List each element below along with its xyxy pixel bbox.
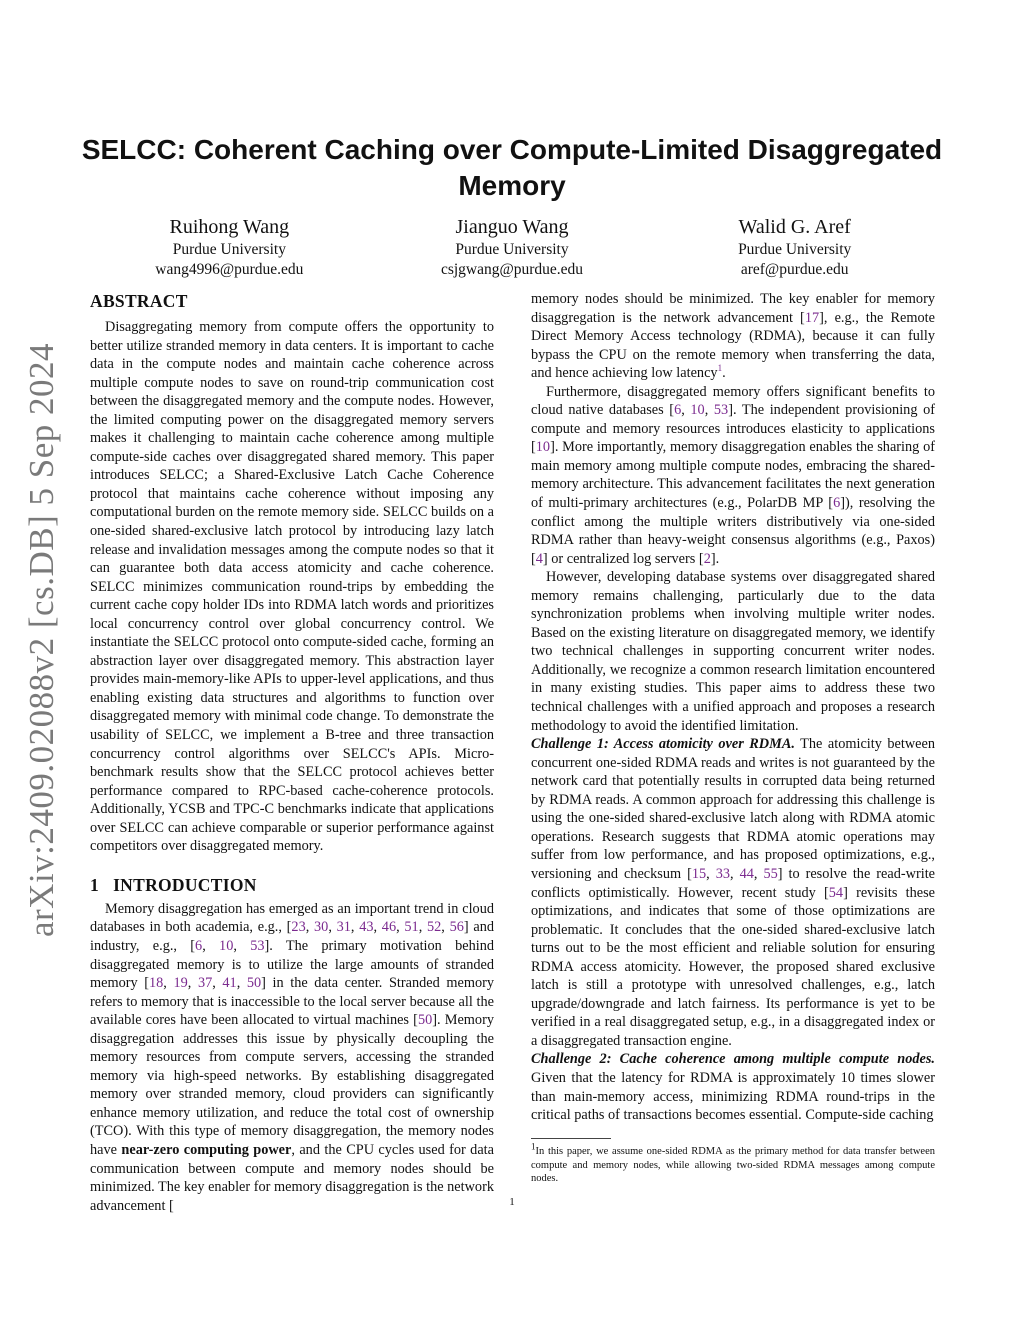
text-run: , and the CPU cycles used for data communication between compute and memory nodes should be minimized. The key enabler for memory disaggregation is the network advancement [ [90, 1141, 494, 1214]
citation[interactable]: 50 [417, 1012, 433, 1029]
intro-heading [90, 874, 494, 896]
text-run: ]. More importantly, memory disaggregation enables the sharing of main memory among multiple compute nodes, embracing the shared-memory architecture. This advancement facilitates the next generation of multi-primary architectures (e.g., PolarDB MP [ [531, 439, 935, 512]
intro-paragraph-2: Furthermore, disaggregated memory offers significant benefits to cloud native databases [6, 10, 53]. The independent provisioning of compute and memory resources introduces elasticity to applications [10]. More importantly, memory disaggregation enables the sharing of main memory among multiple compute nodes, embracing the shared-memory architecture. This advancement facilitates the next generation of multi-primary architectures (e.g., PolarDB MP [6]), resolving the conflict among the multiple writers distributively via one-sided RDMA rather than heavy-weight consensus algorithms (e.g., Paxos) [4] or centralized log servers [2]. [531, 383, 935, 567]
citation[interactable]: 53 [250, 937, 265, 954]
text-run: ] to resolve the read-write conflicts optimistically. However, recent study [ [531, 865, 936, 901]
citation[interactable]: 55 [763, 865, 778, 882]
text-run: memory nodes should be minimized. The key enabler for memory disaggregation is the network advancement [ [531, 291, 935, 326]
intro-paragraph-1 [90, 900, 494, 1215]
text-run: ]. [710, 550, 720, 567]
citation[interactable]: 53 [713, 402, 729, 419]
text-run: ] or centralized log servers [ [542, 550, 704, 567]
footnote-area [531, 1138, 935, 1186]
citation-group-2: 6, 10, 53 [195, 937, 265, 954]
challenge-2-label: Challenge 2: Cache coherence among multiple compute nodes. [531, 1051, 935, 1068]
citation[interactable]: 4 [535, 550, 543, 567]
citation[interactable]: 56 [449, 919, 464, 936]
author-email: csjgwang@purdue.edu [440, 261, 584, 278]
page-number: 1 [509, 1196, 515, 1208]
citation[interactable]: 50 [246, 975, 262, 992]
citation[interactable]: 6 [833, 495, 841, 512]
citation[interactable]: 31 [336, 919, 351, 936]
footnote-rule [531, 1138, 611, 1139]
author-email: wang4996@purdue.edu [155, 261, 304, 278]
citation[interactable]: 23 [291, 919, 306, 936]
footnote-number: 1 [531, 1141, 536, 1152]
footnote-text [531, 1141, 935, 1186]
author-1 [88, 214, 371, 280]
citation[interactable]: 46 [381, 919, 397, 936]
citation[interactable]: 17 [804, 309, 820, 326]
citation[interactable]: 6 [195, 937, 203, 954]
challenge-2-paragraph [531, 1050, 935, 1124]
challenge-1-label: Challenge 1: Access atomicity over RDMA. [531, 736, 795, 753]
paper-title: SELCC: Coherent Caching over Compute-Limited Disaggregated Memory [81, 134, 943, 201]
author-affiliation: Purdue University [738, 241, 852, 258]
author-affiliation: Purdue University [455, 241, 569, 258]
author-block [88, 214, 936, 280]
citation[interactable]: 30 [314, 919, 329, 936]
abstract-heading: ABSTRACT [90, 291, 188, 311]
citation[interactable]: 54 [828, 884, 844, 901]
text-run: Memory disaggregation has emerged as an important trend in cloud databases in both academia, e.g., [ [90, 900, 494, 936]
citation[interactable]: 43 [359, 919, 374, 936]
text-run: ], e.g., the Remote Direct Memory Access technology (RDMA), because it can fully bypass the CPU on the remote memory when transferring the data, and hence achieving low latency [531, 309, 935, 382]
text-run: ] revisits these optimizations, and indicates that some of those optimizations are problematic. It concludes that the one-sided shared-exclusive latch turns out to be the most efficient and reliable solution for ensuring RDMA access atomicity. However, the proposed shared exclusive latch is still a prototype with unresolved challenges, e.g., latch upgrade/downgrade and latch fairness. Its performance is yet to be verified in a real disaggregated setup, e.g., in a disaggregated index or a disaggregated transaction engine. [531, 884, 935, 1049]
citation[interactable]: 2 [703, 550, 711, 567]
citation[interactable]: 10 [535, 439, 551, 456]
right-column [531, 290, 935, 1125]
author-affiliation: Purdue University [172, 241, 286, 258]
text-run: ]. Memory disaggregation addresses this issue by physically decoupling the memory resources from compute servers, accessing the stranded memory via high-speed networks. By establishing disaggregated memory over stranded memory, cloud providers can significantly enhance memory utilization, and reduce the total cost of ownership (TCO). With this type of memory disaggregation, the memory nodes have [90, 1012, 494, 1158]
citation[interactable]: 44 [739, 865, 754, 882]
challenge-1-paragraph: Challenge 1: Access atomicity over RDMA. The atomicity between concurrent one-sided RDMA reads and writes is not guaranteed by the network card that potentially results in corrupted data being returned by RDMA reads. A common approach for addressing this challenge is using the one-sided shared-exclusive latch along with RDMA atomic operations. Research suggests that RDMA atomic operations may suffer from low performance, and has proposed optimizations, e.g., versioning and checksum [15, 33, 44, 55] to resolve the read-write conflicts optimistically. However, recent study [54] revisits these optimizations, and indicates that some of those optimizations are problematic. It concludes that the one-sided shared-exclusive latch turns out to be the most efficient and reliable solution for ensuring RDMA access atomicity. However, the proposed shared exclusive latch is still a prototype with unresolved challenges, e.g., latch upgrade/downgrade and latch fairness. Its performance is yet to be verified in a real disaggregated setup, e.g., in a disaggregated index or a disaggregated transaction engine. [531, 736, 936, 1049]
intro-paragraph-1-continued [531, 290, 935, 383]
text-run: The atomicity between concurrent one-sided RDMA reads and writes is not guaranteed by the network card that potentially results in corrupted data being returned by RDMA reads. A common approach for addressing this challenge is using the one-sided shared-exclusive latch along with RDMA atomic operations. Research suggests that RDMA atomic operations may suffer from low performance, and has proposed optimizations, e.g., versioning and checksum [ [531, 736, 935, 882]
bold-phrase: near-zero computing power [121, 1141, 292, 1158]
left-column [90, 290, 494, 1215]
citation[interactable]: 10 [690, 402, 705, 419]
text-run: ]. The primary motivation behind disaggregated memory is to utilize the large amounts of stranded memory [ [90, 937, 495, 992]
author-email: aref@purdue.edu [740, 261, 849, 278]
text-run: ]. The independent provisioning of compute and memory resources introduces elasticity to applications [ [531, 402, 935, 456]
section-number: 1 [90, 874, 100, 895]
citation[interactable]: 37 [197, 975, 213, 992]
citation-group-3: 18, 19, 37, 41, 50 [149, 975, 262, 992]
citation[interactable]: 10 [219, 937, 234, 954]
author-name: Jianguo Wang [455, 216, 569, 238]
author-3 [653, 214, 936, 280]
author-2 [371, 214, 654, 280]
intro-paragraph-3: However, developing database systems over disaggregated shared memory remains challenging, particularly due to the data synchronization problems when involving multiple writer nodes. Based on the existing literature on disaggregated memory, we identify two technical challenges in supporting concurrent writer nodes. Additionally, we recognize a common research limitation encountered in many existing studies. This paper aims to address these two technical challenges with a unified approach and proposes a research methodology to avoid the identified limitation. [531, 569, 935, 734]
text-run: . [722, 365, 726, 382]
citation[interactable]: 41 [222, 975, 237, 992]
citation[interactable]: 15 [691, 865, 707, 882]
citation[interactable]: 6 [674, 402, 682, 419]
citation-group-1: 23, 30, 31, 43, 46, 51, 52, 56 [291, 919, 464, 936]
footnote-body: In this paper, we assume one-sided RDMA as the primary method for data transfer between compute and memory nodes, while allowing two-sided RDMA messages among compute nodes. [531, 1146, 935, 1184]
text-run: ] in the data center. Stranded memory refers to memory that is inaccessible to the local server because all the available cores have been allocated to virtual machines [ [90, 975, 495, 1029]
citation[interactable]: 19 [173, 975, 188, 992]
arxiv-stamp-text: arXiv:2409.02088v2 [cs.DB] 5 Sep 2024 [22, 342, 61, 938]
author-name: Ruihong Wang [169, 216, 290, 238]
citation[interactable]: 33 [715, 865, 731, 882]
citation[interactable]: 18 [149, 975, 164, 992]
citation[interactable]: 51 [404, 919, 419, 936]
section-title: INTRODUCTION [113, 874, 257, 895]
citation[interactable]: 52 [426, 919, 442, 936]
text-run: Given that the latency for RDMA is approximately 10 times slower than main-memory access, minimizing RDMA round-trips in the critical paths of transactions becomes essential. Compute-side caching [531, 1069, 935, 1124]
abstract-text: Disaggregating memory from compute offers the opportunity to better utilize stranded memory in data centers. It is important to cache data in the compute nodes and maintain cache coherence across multiple compute nodes to save on round-trip communication cost between the disaggregated memory and the compute nodes. However, the limited computing power on the disaggregated memory servers makes it challenging to maintain cache coherence among multiple compute-side caches over disaggregated shared memory. This paper introduces SELCC; a Shared-Exclusive Latch Cache Coherence protocol that maintains cache coherence without imposing any computational burden on the remote memory side. SELCC builds on a one-sided shared-exclusive latch protocol by introducing lazy latch release and invalidation messages among the compute nodes so that it can guarantee both data access atomicity and cache coherence. SELCC minimizes communication round-trips by embedding the current cache copy holder IDs into RDMA latch words and prioritizes local concurrency control over global concurrency control. We instantiate the SELCC protocol onto compute-sided cache, forming an abstraction layer over disaggregated memory. This abstraction layer provides main-memory-like APIs to upper-level applications, and thus enabling existing data structures and algorithms to function over disaggregated memory with minimal code change. To demonstrate the usability of SELCC, we implement a B-tree and three transaction concurrency control algorithms over SELCC's APIs. Micro-benchmark results show that the SELCC protocol achieves better performance compared to RPC-based cache-coherence protocols. Additionally, YCSB and TPC-C benchmarks indicate that applications over SELCC can achieve comparable or superior performance against competitors over disaggregated memory. [90, 319, 494, 855]
text-run: ] and industry, e.g., [ [90, 919, 494, 954]
arxiv-stamp [22, 340, 62, 940]
text-run: Furthermore, disaggregated memory offers significant benefits to cloud native databases [ [531, 383, 935, 419]
text-run: ]), resolving the conflict among the multiple writers distributively via one-sided RDMA rather than heavy-weight consensus algorithms (e.g., Paxos) [ [531, 495, 935, 567]
footnote-ref[interactable]: 1 [717, 363, 723, 374]
author-name: Walid G. Aref [738, 216, 851, 238]
